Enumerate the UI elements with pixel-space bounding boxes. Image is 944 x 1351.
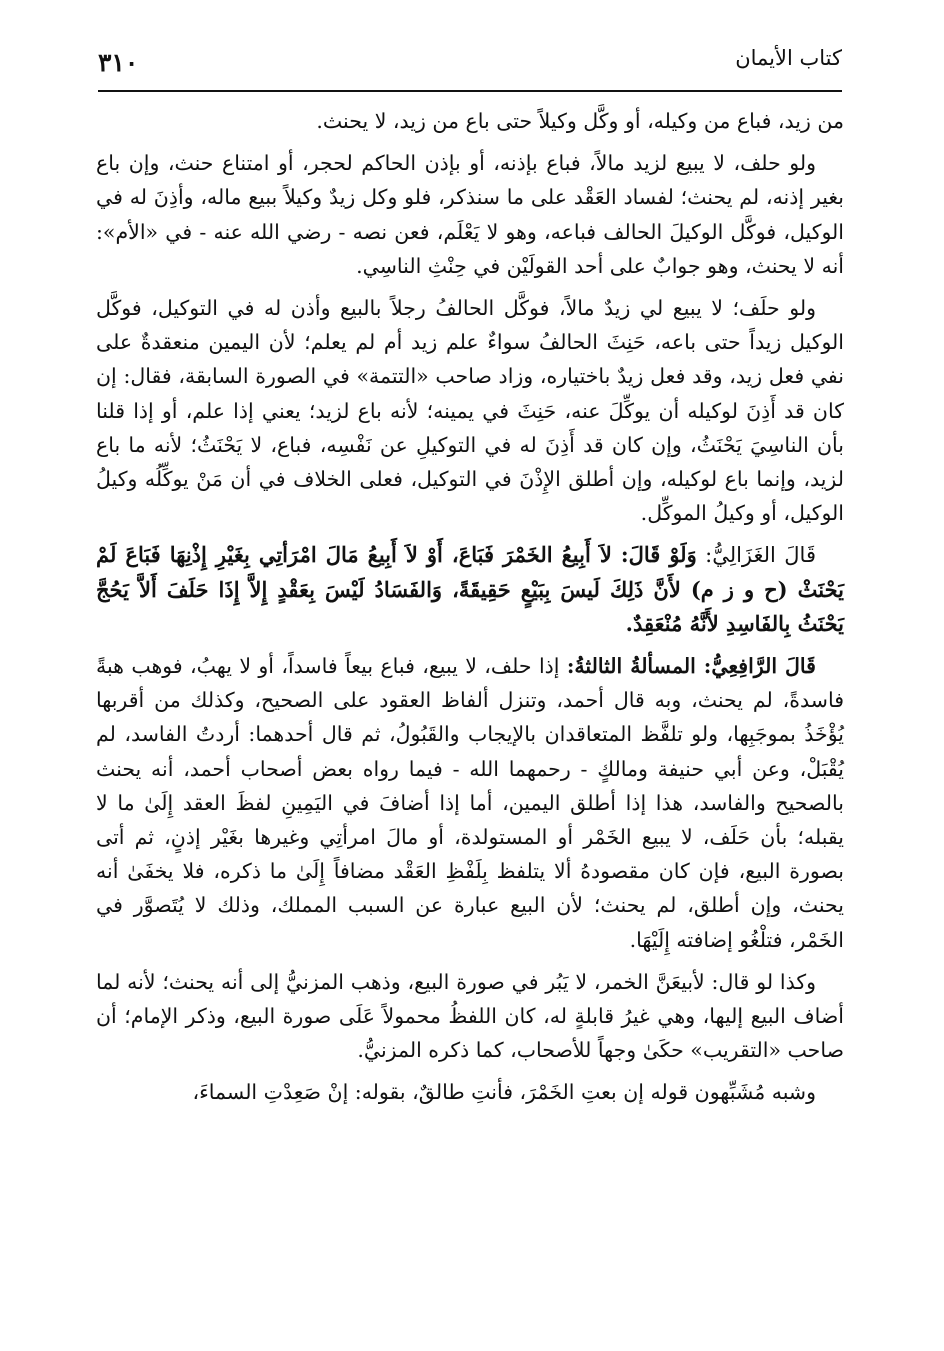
rafii-text: إذا حلف، لا يبيع، فباع بيعاً فاسداً، أو لا يهبُ، فوهب هبةً فاسدةً، لم يحنث، وبه قال أحمد، وتنزل ألفاظ العقود على الصحيح، وكذلك من أقربها يُؤْخَذُ بموجَبِها، ولو تلفَّظ المتعاقدان بالإيجاب والقَبُولُ، ثم قال أحدهما: أردتُ الفاسد، لم يُقْبَلْ، وعن أبي حنيفة ومالكٍ - رحمهما الله - فيما رواه بعض أصحاب أحمد، أنه يحنث بالصحيح والفاسد، هذا إذا أطلق اليمين، أما إذا أضافَ في اليَمِينِ لفظَ العقد إِلَىٰ ما لا يقبله؛ بأن حَلَف، لا يبيع الخَمْر أو المستولدة، أو مالَ امرأتِي وغيرها بغَيْر إذنٍ، ثم أتى بصورة البيع، فإن كان مقصودهُ ألا يتلفظ بِلَفْظِ العَقْد مضافاً إِلَىٰ ما ذكره، فلا يخفَىٰ أنه يحنث، وإن أطلق، لم يحنث؛ لأن البيع عبارة عن السبب المملك، وذلك لا يُتَصوَّر في الخَمْر، فتلْغُو إضافته إِلَيْهَا. [96, 654, 844, 952]
ghazali-text: وَلَوْ قَالَ: لاَ أَبِيعُ الخَمْرَ فَبَاعَ، أَوْ لاَ أَبِيعُ مَالَ امْرَأتِي بِغَيْرِ إِذْنِهَا فَبَاعَ لَمْ يَحْنَثْ (ح و ز م) لأَنَّ ذَلِكَ لَيسَ بِبَيْعٍ حَقِيقَةً، وَالفَسَادُ لَيْسَ بِعَقْدٍ إِلاَّ إِذَا حَلَفَ أَلاَّ يَحُجَّ يَحْنَثُ بِالفَاسِدِ لأَنَّهُ مُنْعَقِدٌ. [96, 542, 844, 636]
running-title: كتاب الأيمان [735, 46, 842, 70]
paragraph: وشبه مُشَبِّهون قوله إن بعتِ الخَمْرَ، فأنتِ طالقٌ، بقوله: إنْ صَعِدْتِ السماءَ، [192, 1080, 816, 1105]
paragraph: من زيد، فباع من وكيله، أو وكَّل وكيلاً حتى باع من زيد، لا يحنث. [316, 109, 844, 133]
ghazali-paragraph [96, 538, 844, 641]
paragraph: ولو حلَف؛ لا يبيع لي زيدٌ مالاً، فوكَّل الحالفُ رجلاً بالبيع وأذن له في التوكيل، فوكَّل الوكيل زيداً حتى باعه، حَنِثَ الحالفُ سواءٌ علم زيد أم لم يعلم؛ لأن اليمين منعقدةٌ على نفي فعل زيد، وقد فعل زيدٌ باختياره، وزاد صاحب «التتمة» في الصورة السابقة، فقال: إن كان قد أَذِنَ لوكيله أن يوكِّلَ عنه، حَنِثَ في يمينه؛ لأنه باع لزيد؛ يعني إذا علم، أو إذا قلنا بأن الناسِيَ يَحْنَثُ، وإن كان قد أَذِنَ له في التوكيلِ عن نَفْسِه، فباع، لا يَحْنَثُ؛ لأنه ما باع لزيد، وإنما باع لوكيله، وإن أطلق الإِذْنَ في التوكيل، فعلى الخلاف في أن مَنْ يوكِّلُه وكيلُ الوكيل، أو وكيلُ الموكِّل. [96, 296, 844, 526]
ghazali-label: قَالَ الغَزَالِيُّ: [705, 543, 816, 568]
paragraph: وكذا لو قال: لأبيعَنَّ الخمر، لا يَبُر في صورة البيع، وذهب المزنيُّ إلى أنه يحنث؛ لأنه لما أضاف البيع إليها، وهي غيرُ قابلةٍ له، كان اللفظُ محمولاً عَلَى صورة البيع، وذكر الإمام؛ أن صاحب «التقريب» حكَىٰ وجهاً للأصحاب، كما ذكره المزنيُّ. [96, 969, 844, 1063]
page-number: ٣١٠ [98, 48, 139, 77]
paragraph: ولو حلف، لا يبيع لزيد مالاً، فباع بإذنه، أو بإذن الحاكم لحجر، أو امتناع حنث، وإن باع بغير إذنه، لم يحنث؛ لفساد العَقْد على ما سنذكر، فلو وكل زيدٌ وكيلاً ببيع ماله، وأذِنَ له في الوكيل، فوكَّل الوكيلَ الحالف فباعه، وهو لا يَعْلَم، فعن نصه - رضي الله عنه - في «الأم»: أنه لا يحنث، وهو جوابٌ على أحد القولَيْن في حِنْثِ الناسِي. [96, 151, 844, 278]
rafii-paragraph [96, 649, 844, 957]
rafii-label: قَالَ الرَّافِعِيُّ: المسألةُ الثالثةُ: [566, 654, 816, 679]
page-header [98, 42, 842, 92]
page-body [96, 104, 844, 1118]
